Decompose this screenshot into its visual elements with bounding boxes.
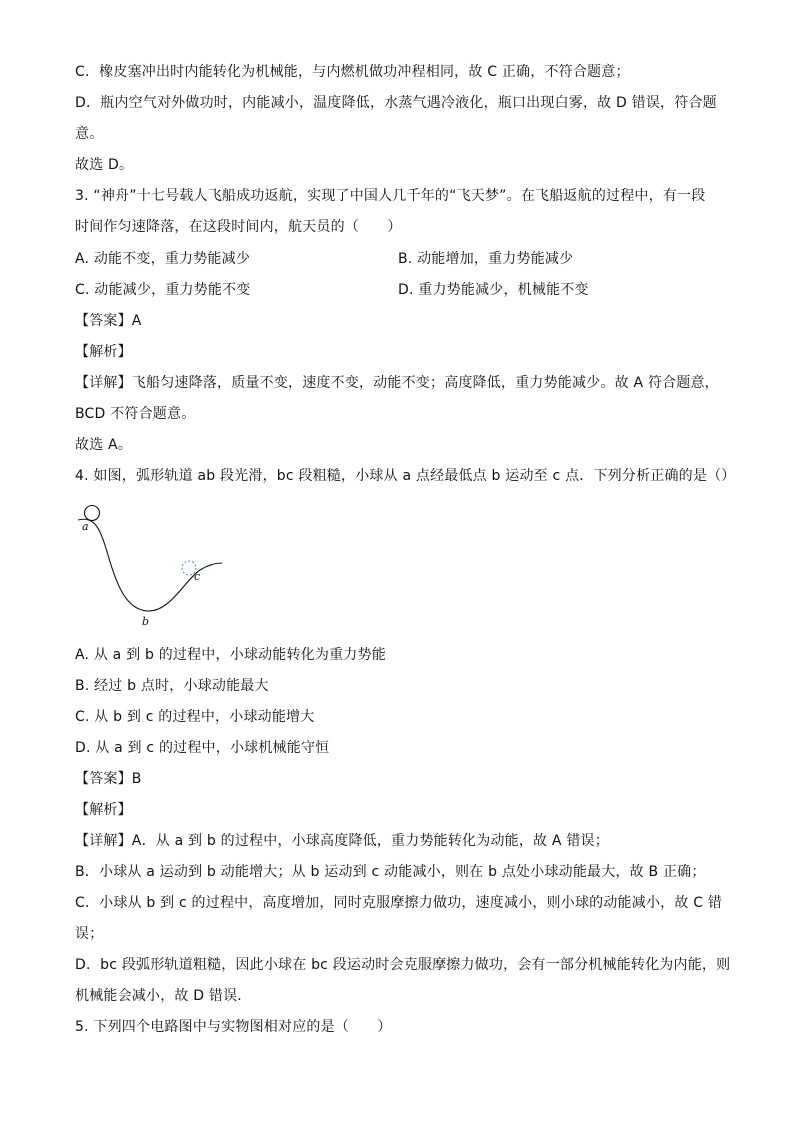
question-4-stem: 4. 如图，弧形轨道 ab 段光滑，bc 段粗糙，小球从 a 点经最低点 b 运动至 c 点．下列分析正确的是（）	[75, 468, 736, 484]
q4-detail-4: 误；	[75, 926, 104, 942]
q3-option-a: A. 动能不变，重力势能减少	[75, 251, 251, 267]
q4-detail-1: 【详解】A．从 a 到 b 的过程中，小球高度降低，重力势能转化为动能，故 A 错误；	[75, 833, 609, 849]
question-3-line-1: 3. “神舟”十七号载人飞船成功返航，实现了中国人几千年的“飞天梦”。在飞船返航的过程中，有一段	[75, 188, 706, 204]
q4-option-c: C. 从 b 到 c 的过程中，小球动能增大	[75, 709, 315, 725]
label-c: c	[194, 570, 201, 583]
q4-detail-2: B．小球从 a 运动到 b 动能增大；从 b 运动到 c 动能减小，则在 b 点处小球动能最大，故 B 正确；	[75, 864, 706, 880]
q4-option-a: A. 从 a 到 b 的过程中，小球动能转化为重力势能	[75, 647, 386, 663]
q4-option-b: B. 经过 b 点时，小球动能最大	[75, 678, 269, 694]
arc-track	[78, 519, 222, 611]
q4-option-d: D. 从 a 到 c 的过程中，小球机械能守恒	[75, 740, 330, 756]
text-line-3: 意。	[75, 126, 104, 142]
q4-detail-3: C．小球从 b 到 c 的过程中，高度增加，同时克服摩擦力做功，速度减小，则小球的动能减小，故 C 错	[75, 895, 723, 911]
q3-analysis: 【解析】	[75, 344, 132, 360]
q3-conclusion: 故选 A。	[75, 437, 133, 453]
q3-option-d: D. 重力势能减少，机械能不变	[398, 282, 589, 298]
q3-option-c: C. 动能减少，重力势能不变	[75, 282, 251, 298]
q3-detail-1: 【详解】飞船匀速降落，质量不变，速度不变，动能不变；高度降低，重力势能减少。故 A 符合题意，	[75, 375, 719, 391]
q4-detail-6: 机械能会减小，故 D 错误．	[75, 988, 252, 1004]
q4-analysis: 【解析】	[75, 802, 132, 818]
label-a: a	[82, 520, 89, 533]
question-5-stem: 5. 下列四个电路图中与实物图相对应的是（ ）	[75, 1019, 392, 1035]
q4-answer: 【答案】B	[75, 771, 142, 787]
q3-option-b: B. 动能增加，重力势能减少	[398, 251, 574, 267]
ball-at-a	[85, 506, 100, 521]
label-b: b	[142, 615, 150, 628]
q3-answer: 【答案】A	[75, 313, 142, 329]
text-line-4: 故选 D。	[75, 157, 134, 173]
question-3-line-2: 时间作匀速降落，在这段时间内，航天员的（ ）	[75, 219, 402, 235]
q3-detail-2: BCD 不符合题意。	[75, 406, 196, 422]
track-figure	[70, 500, 240, 635]
text-line-1: C．橡皮塞冲出时内能转化为机械能，与内燃机做功冲程相同，故 C 正确，不符合题意；	[75, 64, 630, 80]
q4-detail-5: D．bc 段弧形轨道粗糙，因此小球在 bc 段运动时会克服摩擦力做功，会有一部分机械能转化为内能，则	[75, 957, 731, 973]
text-line-2: D．瓶内空气对外做功时，内能减小，温度降低，水蒸气遇冷液化，瓶口出现白雾，故 D 错误，符合题	[75, 95, 717, 111]
